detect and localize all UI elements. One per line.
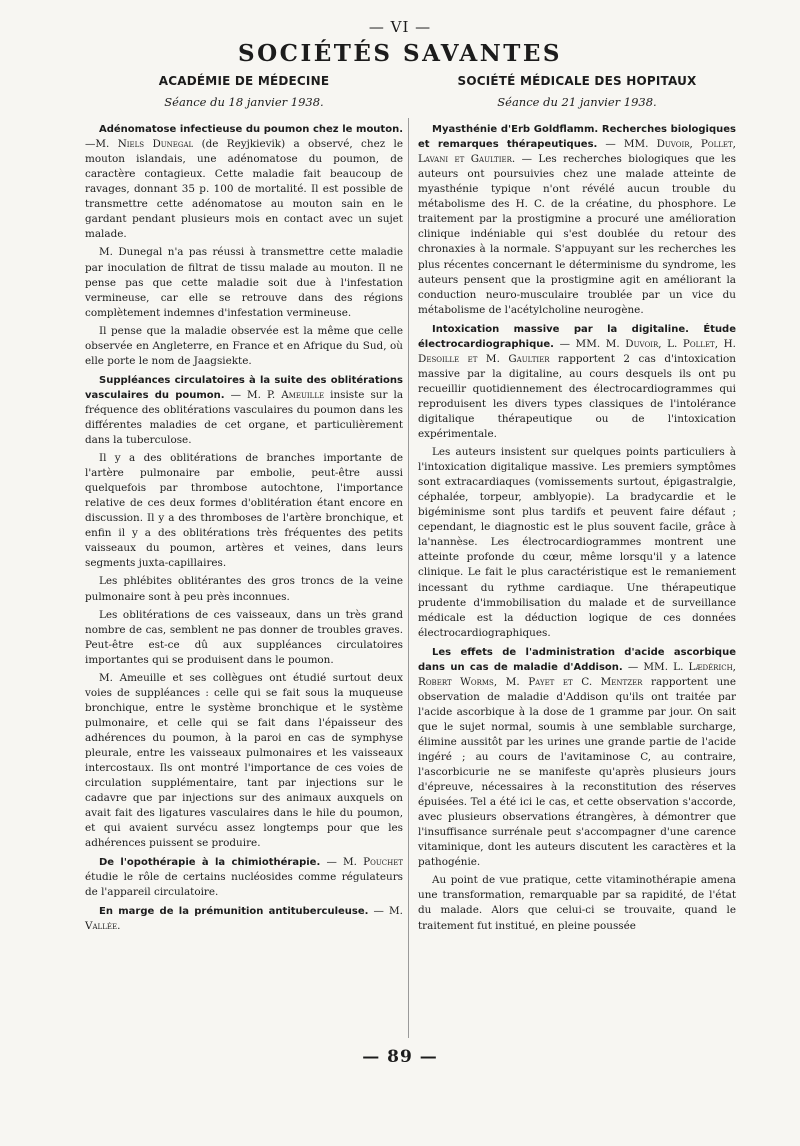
article-author: Vallée. xyxy=(85,920,121,933)
article-lead: —M. xyxy=(85,138,118,151)
seance-date-right: Séance du 21 janvier 1938. xyxy=(497,95,657,110)
article-title: En marge de la prémunition antituberculeuse. xyxy=(99,906,369,918)
article-title: Adénomatose infectieuse du poumon chez le mouton. xyxy=(99,124,403,136)
column-divider xyxy=(408,118,409,1038)
article-lead: — MM. xyxy=(597,138,657,151)
page-title: SOCIÉTÉS SAVANTES xyxy=(238,40,562,67)
seance-date-left: Séance du 18 janvier 1938. xyxy=(164,95,324,110)
article-lead: — MM. L. xyxy=(622,660,689,673)
article-author: Pouchet xyxy=(363,856,403,869)
article-myasthenie xyxy=(418,122,736,318)
paragraph: Les oblitérations de ces vaisseaux, dans un très grand nombre de cas, semblent ne pas donner de troubles graves. Peut-être est-ce dû aux suppléances circulatoires importantes qui se produisent dans le poumon. xyxy=(85,608,403,666)
paragraph: Au point de vue pratique, cette vitaminothérapie amena une transformation, remarquable par sa rapidité, de l'état du malade. Alors que celui-ci se trouvaite, quand le traitement fut institué, en pleine poussée xyxy=(418,874,736,932)
page-folio-top: — VI — xyxy=(368,18,432,36)
article-lead: — M. xyxy=(368,905,403,918)
article-title: Suppléances circulatoires à la suite des oblitérations vasculaires du poumon. xyxy=(85,374,403,401)
article-digitaline xyxy=(418,322,736,442)
article-lead: — M. P. xyxy=(224,388,282,401)
paragraph: Les auteurs insistent sur quelques points particuliers à l'intoxication digitalique massive. Les premiers symptômes sont extracardiaques (vomissements surtout, épigastralgie, céphalée, torpeur, amblyopie). La bradycardie et le bigéminisme sont plus tardifs et peuvent faire défaut ; cependant, le diagnostic est le plus souvent facile, grâce à la'nannèse. Les électrocardiogrammes montrent une atteinte profonde du cœur, même lorsqu'il y a latence clinique. Le fait le plus caractéristique est le remaniement incessant du rythme cardiaque. Une thérapeutique prudente d'immobilisation du malade et de surveillance médicale est la déduction logique de ces données électrocardiographiques. xyxy=(418,446,736,639)
article-title: De l'opothérapie à la chimiothérapie. xyxy=(99,857,321,869)
left-column xyxy=(85,74,403,938)
article-author: Lædérich, Robert Worms, M. Payet et C. Mentzer xyxy=(418,660,736,688)
society-heading-hopitaux: SOCIÉTÉ MÉDICALE DES HOPITAUX xyxy=(457,74,697,88)
right-column xyxy=(418,74,736,937)
article-title: Intoxication massive par la digitaline. Étude électrocardiographique. xyxy=(418,323,736,350)
article-suppleances xyxy=(85,373,403,448)
article-author: Duvoir, Pollet, Lavani et Gaultier. xyxy=(418,138,736,166)
paragraph: Il y a des oblitérations de branches importante de l'artère pulmonaire par embolie, peut-être aussi quelquefois par thrombose autochtone, l'importance relative de ces deux formes d'oblitération étant encore en discussion. Il y a des thromboses de l'artère bronchique, et enfin il y a des oblitérations très fréquentes des petits vaisseaux du poumon, artères et veines, dans leurs segments juxta-capillaires. xyxy=(85,452,403,570)
article-opotherapie xyxy=(85,855,403,900)
article-text: étudie le rôle de certains nucléosides comme régulateurs de l'appareil circulatoire. xyxy=(85,871,403,899)
paragraph: Les phlébites oblitérantes des gros troncs de la veine pulmonaire sont à peu près inconnues. xyxy=(85,575,403,603)
article-author: Niels Dunegal xyxy=(117,138,194,151)
article-author: Duvoir, L. Pollet, H. Desoille et M. Gaultier xyxy=(418,337,736,365)
article-text: rapportent 2 cas d'intoxication massive par la digitaline, au cours desquels ils ont pu recueillir quotidiennement des électrocardiogrammes qui reproduisent les divers types classiques de l'intolérance digitalique thérapeutique ou de l'intoxication expérimentale. xyxy=(418,352,736,441)
article-premunition xyxy=(85,904,403,934)
paragraph: M. Ameuille et ses collègues ont étudié surtout deux voies de suppléances : celle qui se fait sous la muqueuse bronchique, entre le système bronchique et le système pulmonaire, et celle qui se fait dans l'épaisseur des adhérences du poumon, à la paroi en cas de symphyse pleurale, entre les vaisseaux pulmonaires et les vaisseaux intercostaux. Ils ont montré l'importance de ces voies de circulation supplémentaire, tant par injections sur le cadavre que par injections sur des animaux auxquels on avait fait des ligatures vasculaires dans le hile du poumon, et qui avaient survécu assez longtemps pour que les adhérences puissent se produire. xyxy=(85,671,403,850)
article-lead: — M. xyxy=(320,856,364,869)
article-title: Myasthénie d'Erb Goldflamm. Recherches biologiques et remarques thérapeutiques. xyxy=(418,124,736,151)
article-adenomatose xyxy=(85,122,403,242)
article-text: (de Reyjkievik) a observé, chez le mouton islandais, une adénomatose du poumon, de caractère contagieux. Cette maladie fait beaucoup de ravages, donnant 35 p. 100 de mortalité. Il est possible de transmettre cette adénomatose au mouton sain en le gardant pendant plusieurs mois en contact avec un sujet malade. xyxy=(85,138,404,241)
article-text: insiste sur la fréquence des oblitérations vasculaires du poumon dans les différentes maladies de cet organe, et particulièrement dans la tuberculose. xyxy=(85,388,404,447)
paragraph: M. Dunegal n'a pas réussi à transmettre cette maladie par inoculation de filtrat de tissu malade au mouton. Il ne pense pas que cette maladie soit due à l'infestation vermineuse, car elle se retrouve dans des régions complètement indemnes d'infestation vermineuse. xyxy=(85,246,403,319)
article-acide-ascorbique xyxy=(418,645,736,871)
article-text: — Les recherches biologiques que les auteurs ont poursuivies chez une malade atteinte de myasthénie typique n'ont révélé aucun trouble du métabolisme des H. C. de la créatine, du phosphore. Le traitement par la prostigmine a procuré une amélioration clinique indéniable qui s'est doublée du retour des chronaxies à la normale. S'appuyant sur les recherches les plus récentes concernant le déterminisme du syndrome, les auteurs pensent que la prostigmine agit en améliorant la conduction neuro-musculaire troublée par un vice du métabolisme de l'acétylcholine neurogène. xyxy=(418,153,737,316)
society-heading-academie: ACADÉMIE DE MÉDECINE xyxy=(158,74,330,88)
paragraph: Il pense que la maladie observée est la même que celle observée en Angleterre, en France et en Afrique du Sud, où elle porte le nom de Jaagsiekte. xyxy=(85,324,403,367)
page-number: — 89 — xyxy=(362,1047,438,1067)
article-text: rapportent une observation de maladie d'Addison qu'ils ont traitée par l'acide ascorbique à la dose de 1 gramme par jour. On sait que le sujet normal, soumis à une semblable surcharge, élimine aussitôt par les urines une grande partie de l'acide ingéré ; au cours de l'avitaminose C, au contraire, l'ascorbicurie ne se manifeste qu'après plusieurs jours d'épreuve, nécessaires à la reconstitution des réserves épuisées. Tel a été ici le cas, et cette observation s'accorde, avec plusieurs observations étrangères, à démontrer que l'insuffisance surrénale peut s'accompagner d'une carence vitaminique, dont les auteurs discutent les caractères et la pathogénie. xyxy=(418,675,736,869)
article-title: Les effets de l'administration d'acide ascorbique dans un cas de maladie d'Addison. xyxy=(418,646,736,673)
article-author: Ameuille xyxy=(281,388,325,401)
article-lead: — MM. M. xyxy=(553,337,626,350)
